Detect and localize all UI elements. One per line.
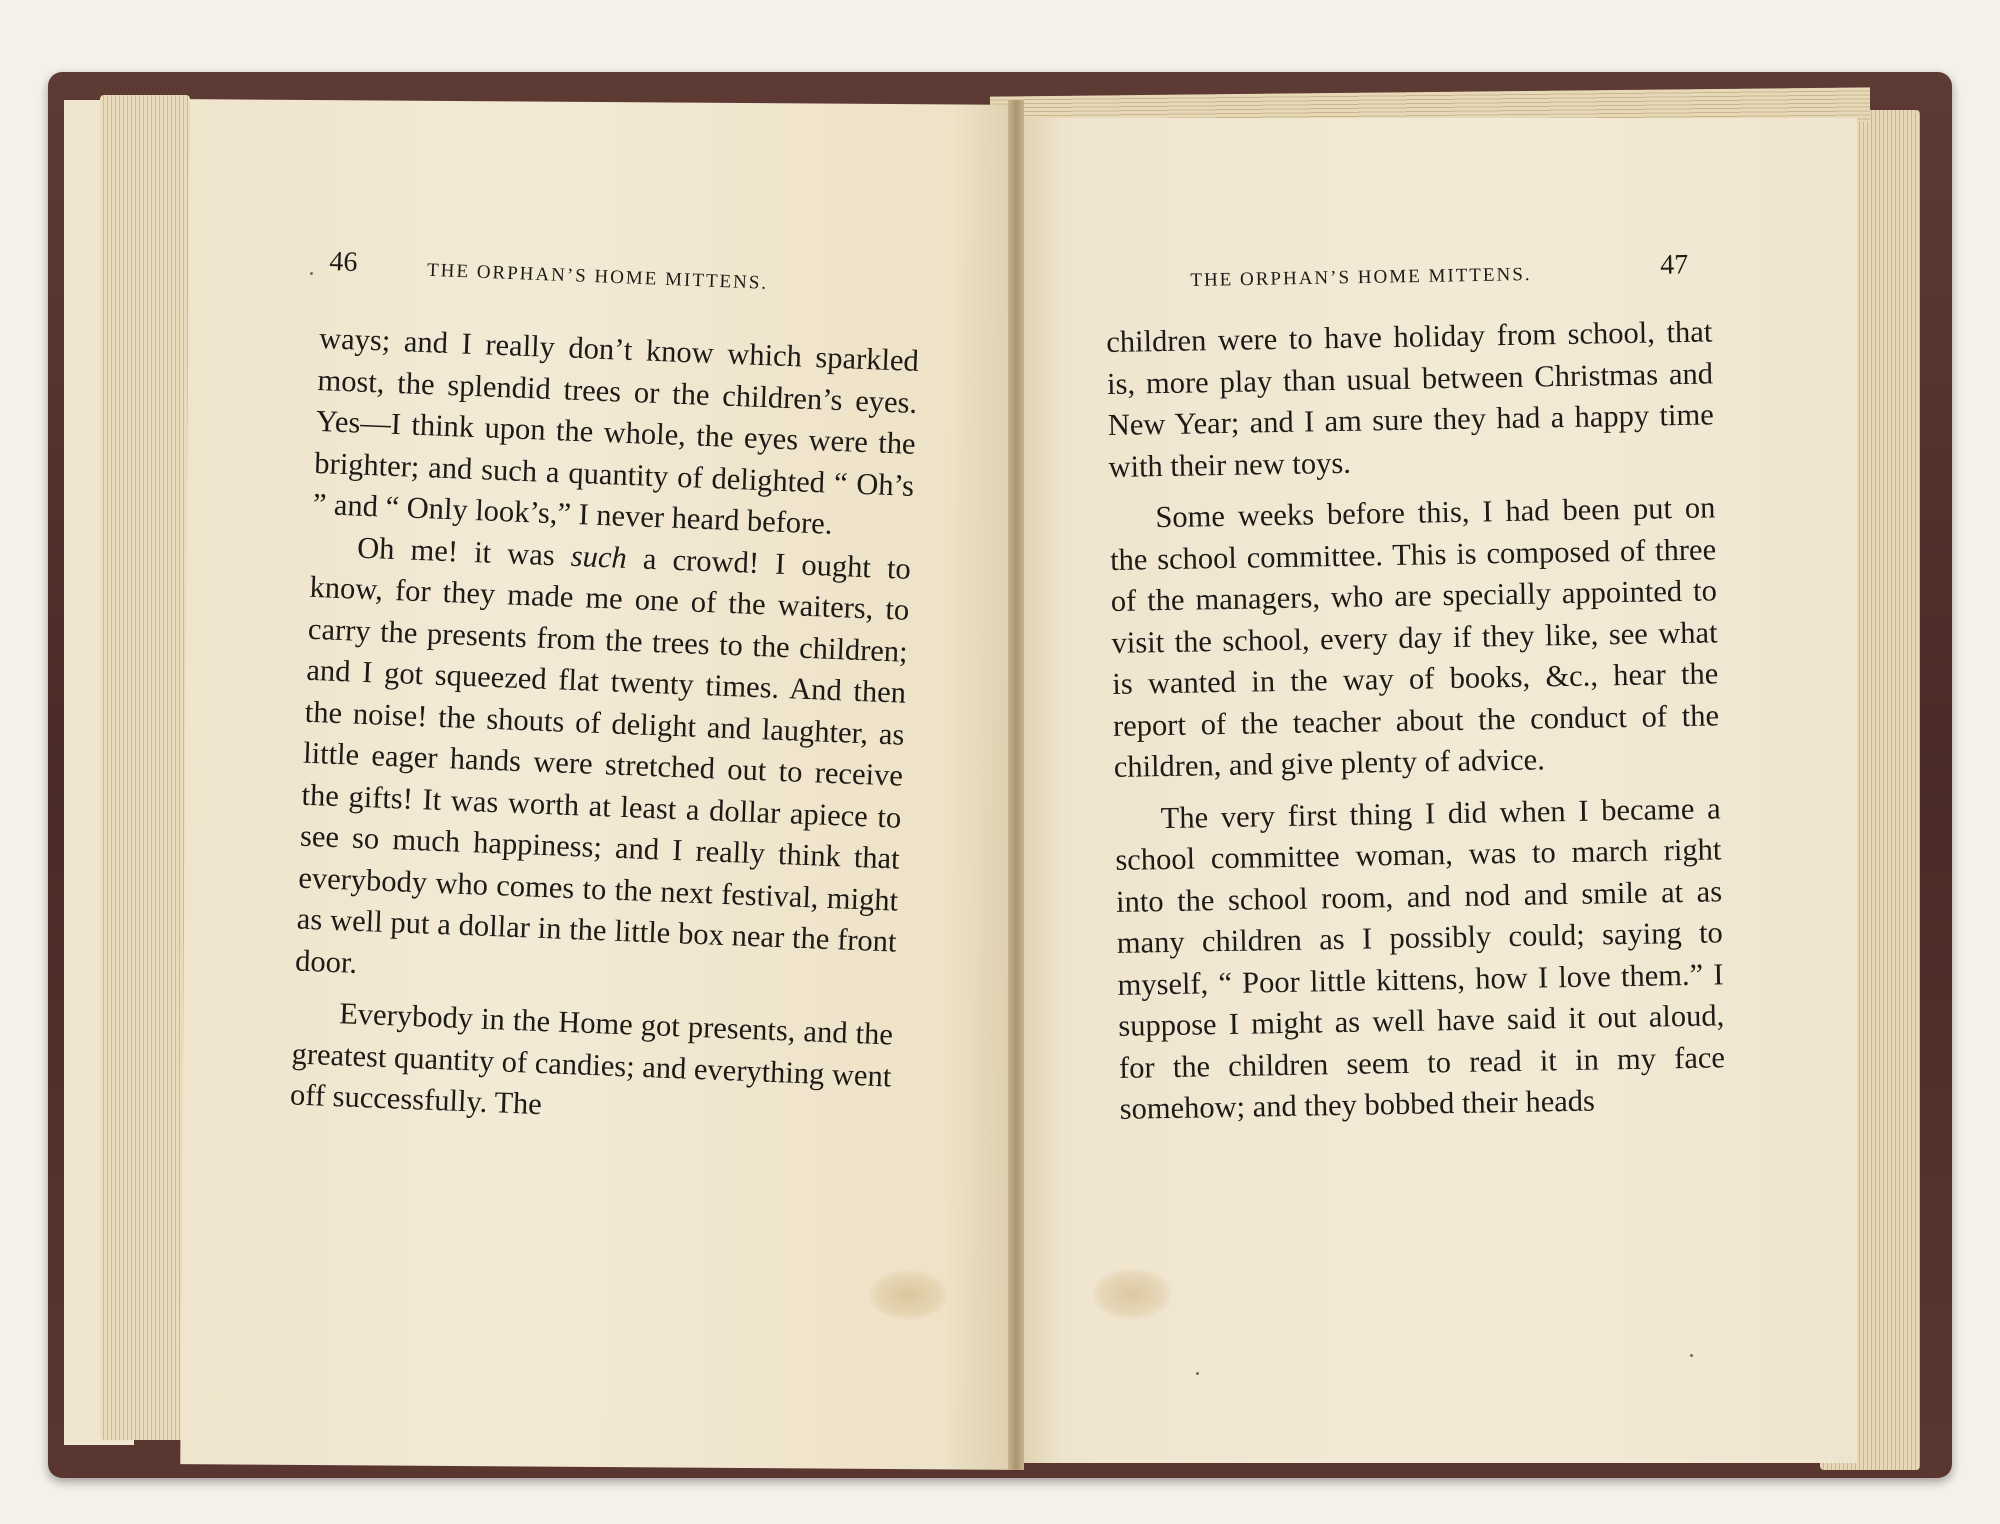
page-number: 47 — [1659, 249, 1689, 281]
page-edges-left — [100, 95, 190, 1440]
page-number: 46 — [328, 246, 358, 279]
paragraph: Everybody in the Home got presents, and the greatest quantity of candies; and everything went off successfully. The — [289, 996, 894, 1122]
right-page-text — [1106, 311, 1726, 1130]
emphasis-word: such — [570, 538, 628, 575]
speck-mark — [310, 272, 313, 275]
stain-mark-left — [868, 1270, 948, 1320]
paragraph: The very first thing I did when I became a school committee woman, was to march right into the school room, and nod and smile at as many children as I possibly could; saying to myself, “ Poor little kittens, how I love them.” I suppose I might as well have said it out aloud, for the children seem to read it in my face somehow; and they bobbed their heads — [1115, 790, 1726, 1126]
paragraph: children were to have holiday from school, that is, more play than usual between Christmas and New Year; and I am sure they had a happy time with their new toys. — [1106, 314, 1715, 484]
paragraph-emphasis: Oh me! it was such a crowd! I ought to know, for they made me one of the waiters, to carry the presents from the trees to the children; and I got squeezed flat twenty times. And then the noise! the shouts of delight and laughter, as little eager hands were stretched out to receive the gifts! It was worth at least a dollar apiece to see so much happiness; and I really think that everybody who comes to the next festival, might as well put a dollar in the little box near the front door. — [294, 530, 912, 980]
paragraph: ways; and I really don’t know which sparkled most, the splendid trees or the children’s eyes. Yes—I think upon the whole, the eyes were the brighter; and such a quantity of delighted “ Oh’s ” and “ Only look’s,” I never heard before. — [312, 320, 920, 541]
left-page-text — [289, 318, 919, 1139]
speck-mark — [1690, 1354, 1693, 1357]
paragraph: Some weeks before this, I had been put on the school committee. This is composed of three of the managers, who are specially appointed to visit the school, every day if they like, see what is wanted in the way of books, &c., hear the report of the teacher about the conduct of the children, and give plenty of advice. — [1109, 490, 1720, 784]
running-head: THE ORPHAN’S HOME MITTENS. — [1190, 264, 1532, 291]
speck-mark — [1196, 1372, 1199, 1375]
stain-mark-right — [1092, 1268, 1172, 1320]
running-head: THE ORPHAN’S HOME MITTENS. — [426, 259, 769, 294]
book-gutter — [1008, 100, 1024, 1470]
